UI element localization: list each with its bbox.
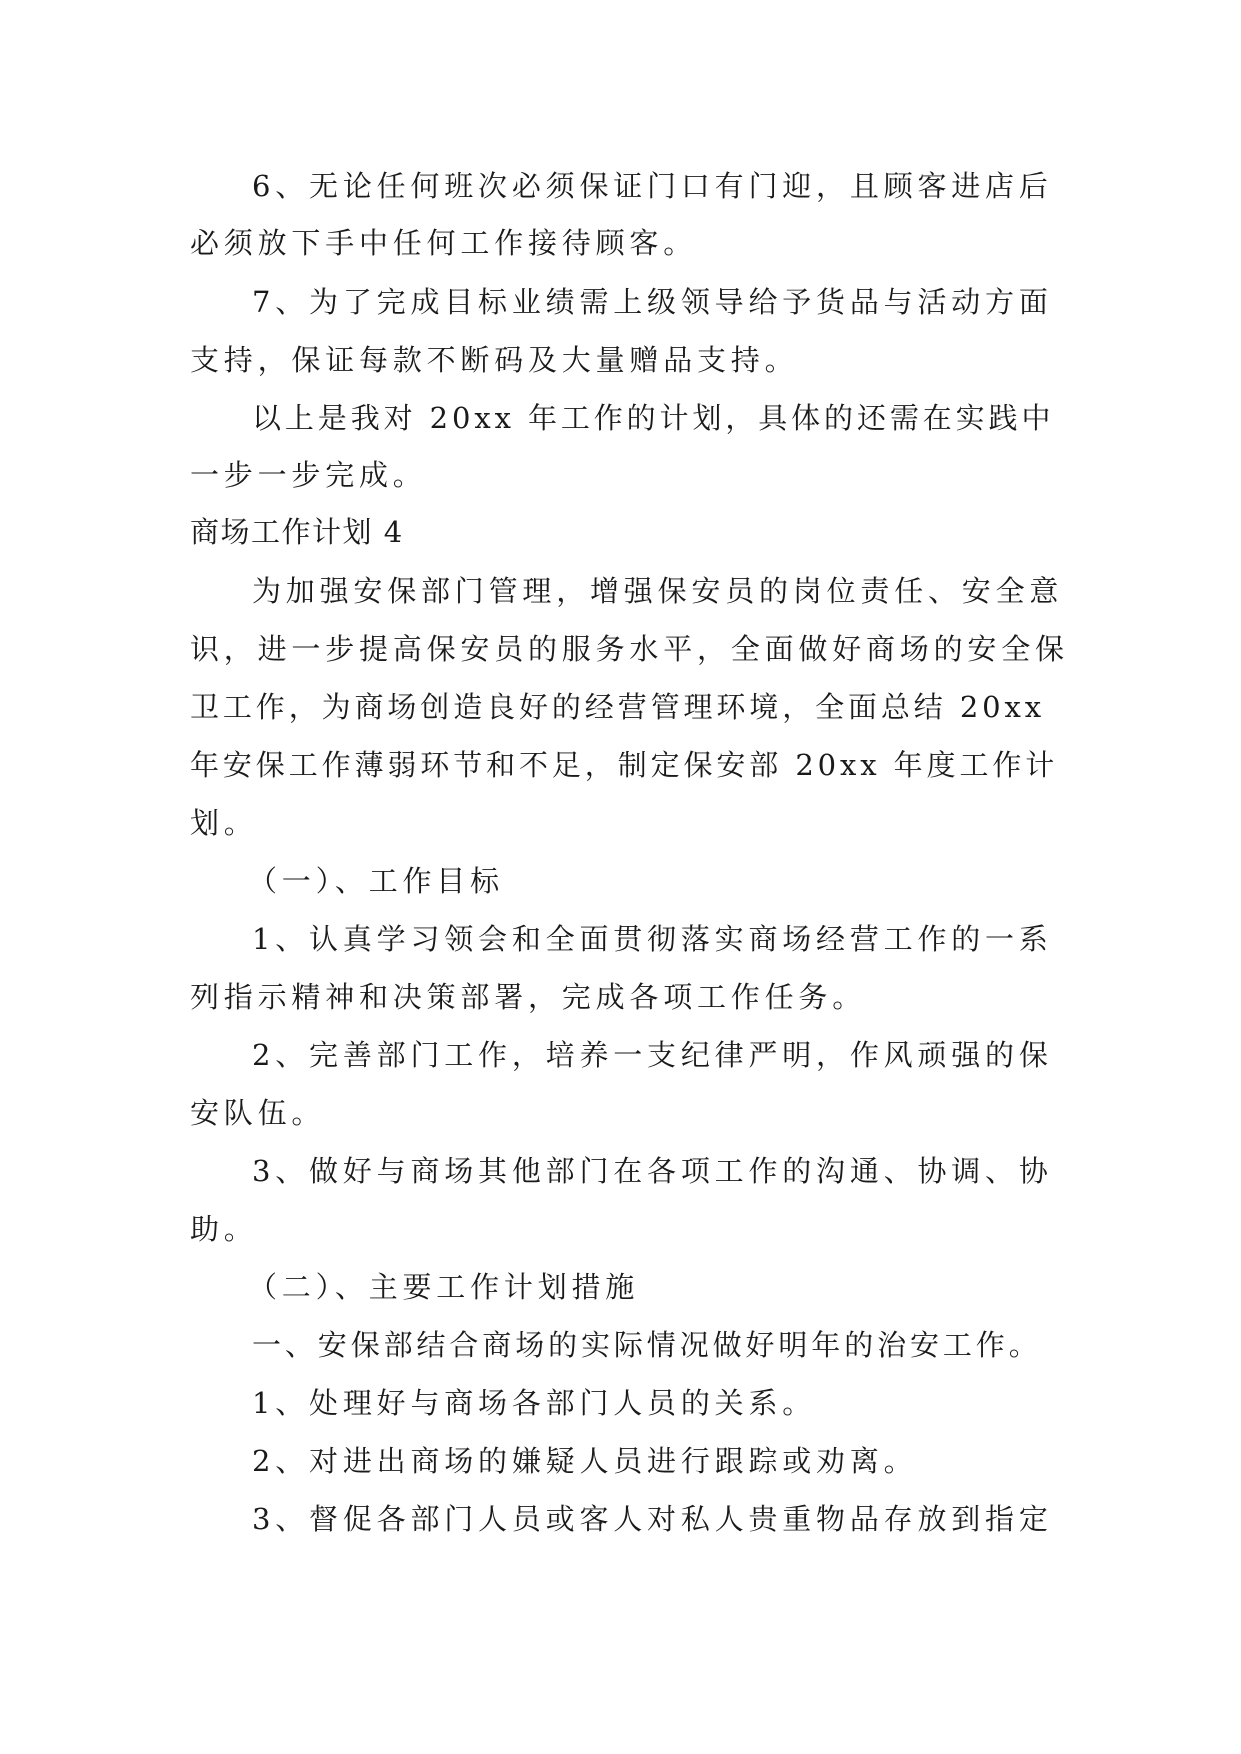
subsection-heading: （二）、主要工作计划措施 xyxy=(248,1270,640,1304)
paragraph-line: 一步一步完成。 xyxy=(190,458,427,492)
paragraph-line: 一、安保部结合商场的实际情况做好明年的治安工作。 xyxy=(252,1328,1042,1362)
paragraph-line: 助。 xyxy=(190,1212,258,1246)
subsection-heading: （一）、工作目标 xyxy=(248,864,504,898)
paragraph-line: 列指示精神和决策部署，完成各项工作任务。 xyxy=(190,980,867,1014)
paragraph-line: 2、完善部门工作，培养一支纪律严明，作风顽强的保 xyxy=(252,1038,1053,1072)
section-heading: 商场工作计划 4 xyxy=(190,515,404,549)
paragraph-line: 必须放下手中任何工作接待顾客。 xyxy=(190,226,698,260)
paragraph-line: 识，进一步提高保安员的服务水平，全面做好商场的安全保 xyxy=(190,632,1069,666)
paragraph-line: 1、处理好与商场各部门人员的关系。 xyxy=(252,1386,817,1420)
paragraph-line: 划。 xyxy=(190,806,258,840)
paragraph-line: 7、为了完成目标业绩需上级领导给予货品与活动方面 xyxy=(252,285,1053,319)
paragraph-line: 6、无论任何班次必须保证门口有门迎，且顾客进店后 xyxy=(252,169,1053,203)
paragraph-line: 卫工作，为商场创造良好的经营管理环境，全面总结 20xx xyxy=(190,690,1046,724)
paragraph-line: 安队伍。 xyxy=(190,1096,326,1130)
paragraph-line: 3、做好与商场其他部门在各项工作的沟通、协调、协 xyxy=(252,1154,1053,1188)
paragraph-line: 以上是我对 20xx 年工作的计划，具体的还需在实践中 xyxy=(252,401,1055,435)
paragraph-line: 为加强安保部门管理，增强保安员的岗位责任、安全意 xyxy=(252,574,1064,608)
paragraph-line: 3、督促各部门人员或客人对私人贵重物品存放到指定 xyxy=(252,1502,1053,1536)
paragraph-line: 2、对进出商场的嫌疑人员进行跟踪或劝离。 xyxy=(252,1444,918,1478)
paragraph-line: 年安保工作薄弱环节和不足，制定保安部 20xx 年度工作计 xyxy=(190,748,1059,782)
paragraph-line: 1、认真学习领会和全面贯彻落实商场经营工作的一系 xyxy=(252,922,1053,956)
paragraph-line: 支持，保证每款不断码及大量赠品支持。 xyxy=(190,343,799,377)
